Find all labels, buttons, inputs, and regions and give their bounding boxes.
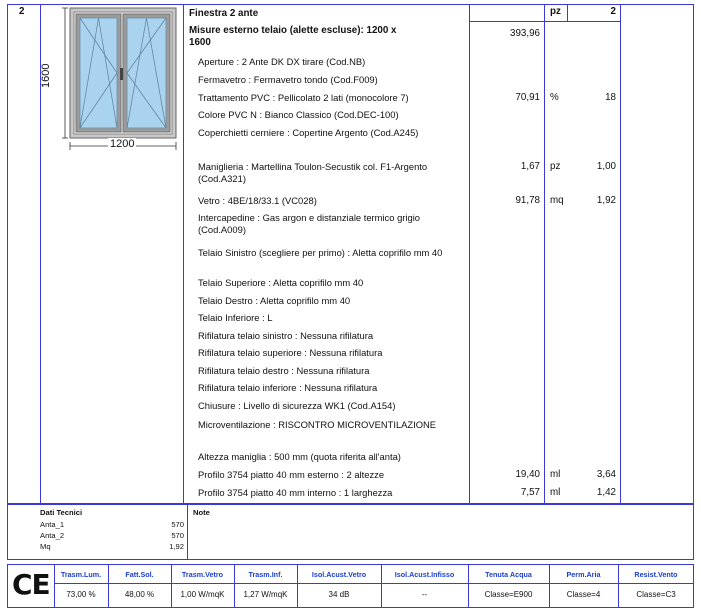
item-number: 2 — [19, 6, 25, 17]
spec-price: 70,91 — [515, 92, 540, 103]
spec-price: 7,57 — [520, 487, 540, 498]
col-divider-description — [469, 4, 470, 504]
performance-value: Classe=4 — [566, 590, 601, 599]
performance-header: Isol.Acust.Infisso — [394, 570, 455, 579]
performance-header: Fatt.Sol. — [125, 570, 154, 579]
notes-label: Note — [193, 508, 210, 517]
performance-value: 48,00 % — [124, 590, 155, 599]
spec-text: Telaio Sinistro (scegliere per primo) : Aletta coprifilo mm 40 — [198, 247, 443, 258]
technical-row-value: 1,92 — [169, 542, 184, 551]
technical-row-label: Anta_2 — [40, 531, 65, 540]
performance-header: Tenuta Acqua — [485, 570, 532, 579]
window-drawing — [60, 6, 180, 154]
spec-text: Telaio Destro : Aletta coprifilo mm 40 — [198, 295, 351, 306]
technical-row-value: 570 — [171, 531, 184, 540]
spec-unit: mq — [550, 195, 564, 206]
performance-value: 34 dB — [328, 590, 350, 599]
performance-value: 1,27 W/mqK — [243, 590, 288, 599]
spec-unit: ml — [550, 469, 561, 480]
spec-unit: ml — [550, 487, 561, 498]
spec-unit: % — [550, 92, 559, 103]
performance-header: Trasm.Vetro — [181, 570, 224, 579]
performance-header: Trasm.Lum. — [60, 570, 102, 579]
spec-unit: pz — [550, 161, 561, 172]
spec-text: Rifilatura telaio sinistro : Nessuna rifilatura — [198, 330, 374, 341]
item-title: Finestra 2 ante — [189, 8, 259, 19]
spec-text: Coperchietti cerniere : Copertine Argento (Cod.A245) — [198, 127, 419, 138]
spec-text: Altezza maniglia : 500 mm (quota riferita all'anta) — [198, 451, 401, 462]
performance-value: 73,00 % — [66, 590, 96, 599]
spec-text: Rifilatura telaio superiore : Nessuna rifilatura — [198, 347, 383, 358]
spec-quantity: 3,64 — [596, 469, 616, 480]
performance-value: Classe=C3 — [636, 590, 676, 599]
spec-text: Vetro : 4BE/18/33.1 (VC028) — [198, 195, 317, 206]
col-divider-price — [544, 4, 545, 504]
spec-text: Fermavetro : Fermavetro tondo (Cod.F009) — [198, 74, 378, 85]
item-dimensions: Misure esterno telaio (alette escluse): 1200 x 1600 — [189, 25, 397, 48]
col-divider-drawing — [183, 4, 184, 504]
drawing-width-label: 1200 — [110, 138, 135, 150]
col-divider-quantity — [620, 4, 621, 504]
spec-quantity: 1,00 — [596, 161, 616, 172]
spec-text: Rifilatura telaio destro : Nessuna rifilatura — [198, 365, 370, 376]
spec-text: Intercapedine : Gas argon e distanziale termico grigio (Cod.A009) — [198, 212, 420, 235]
technical-notes-divider — [187, 504, 188, 560]
item-base-price: 393,96 — [510, 28, 540, 39]
technical-title: Dati Tecnici — [40, 508, 83, 517]
spec-quantity: 1,42 — [596, 487, 616, 498]
drawing-height-label: 1600 — [40, 63, 52, 88]
performance-header: Perm.Aria — [566, 570, 601, 579]
unit-qty-divider — [567, 4, 568, 21]
spec-text: Microventilazione : RISCONTRO MICROVENTILAZIONE — [198, 419, 437, 430]
technical-row-label: Anta_1 — [40, 520, 65, 529]
performance-header: Isol.Acust.Vetro — [311, 570, 367, 579]
spec-quantity: 18 — [605, 92, 616, 103]
performance-value: Classe=E900 — [484, 590, 533, 599]
spec-price: 19,40 — [515, 469, 540, 480]
performance-value: 1,00 W/mqK — [180, 590, 225, 599]
spec-text: Maniglieria : Martellina Toulon-Secustik col. F1-Argento (Cod.A321) — [198, 161, 428, 184]
header-row-divider — [469, 21, 620, 22]
spec-text: Aperture : 2 Ante DK DX tirare (Cod.NB) — [198, 56, 366, 67]
item-quantity: 2 — [610, 6, 616, 17]
spec-price: 1,67 — [520, 161, 540, 172]
spec-text: Profilo 3754 piatto 40 mm interno : 1 larghezza — [198, 487, 393, 498]
item-unit: pz — [550, 6, 561, 17]
spec-price: 91,78 — [515, 195, 540, 206]
technical-row-label: Mq — [40, 542, 51, 551]
spec-text: Trattamento PVC : Pellicolato 2 lati (monocolore 7) — [198, 92, 409, 103]
technical-block-frame — [7, 504, 694, 560]
spec-text: Telaio Superiore : Aletta coprifilo mm 40 — [198, 277, 364, 288]
spec-text: Chiusure : Livello di sicurezza WK1 (Cod.A154) — [198, 400, 396, 411]
spec-text: Profilo 3754 piatto 40 mm esterno : 2 altezze — [198, 469, 385, 480]
technical-row-value: 570 — [171, 520, 184, 529]
spec-text: Rifilatura telaio inferiore : Nessuna rifilatura — [198, 382, 378, 393]
performance-header: Trasm.Inf. — [248, 570, 283, 579]
ce-mark: CE — [12, 568, 50, 601]
performance-value: -- — [421, 590, 428, 599]
spec-text: Telaio Inferiore : L — [198, 312, 273, 323]
window-elevation-svg — [60, 6, 180, 154]
spec-quantity: 1,92 — [596, 195, 616, 206]
spec-text: Colore PVC N : Bianco Classico (Cod.DEC-100) — [198, 109, 399, 120]
performance-header: Resist.Vento — [634, 570, 678, 579]
performance-header-divider — [54, 583, 694, 584]
